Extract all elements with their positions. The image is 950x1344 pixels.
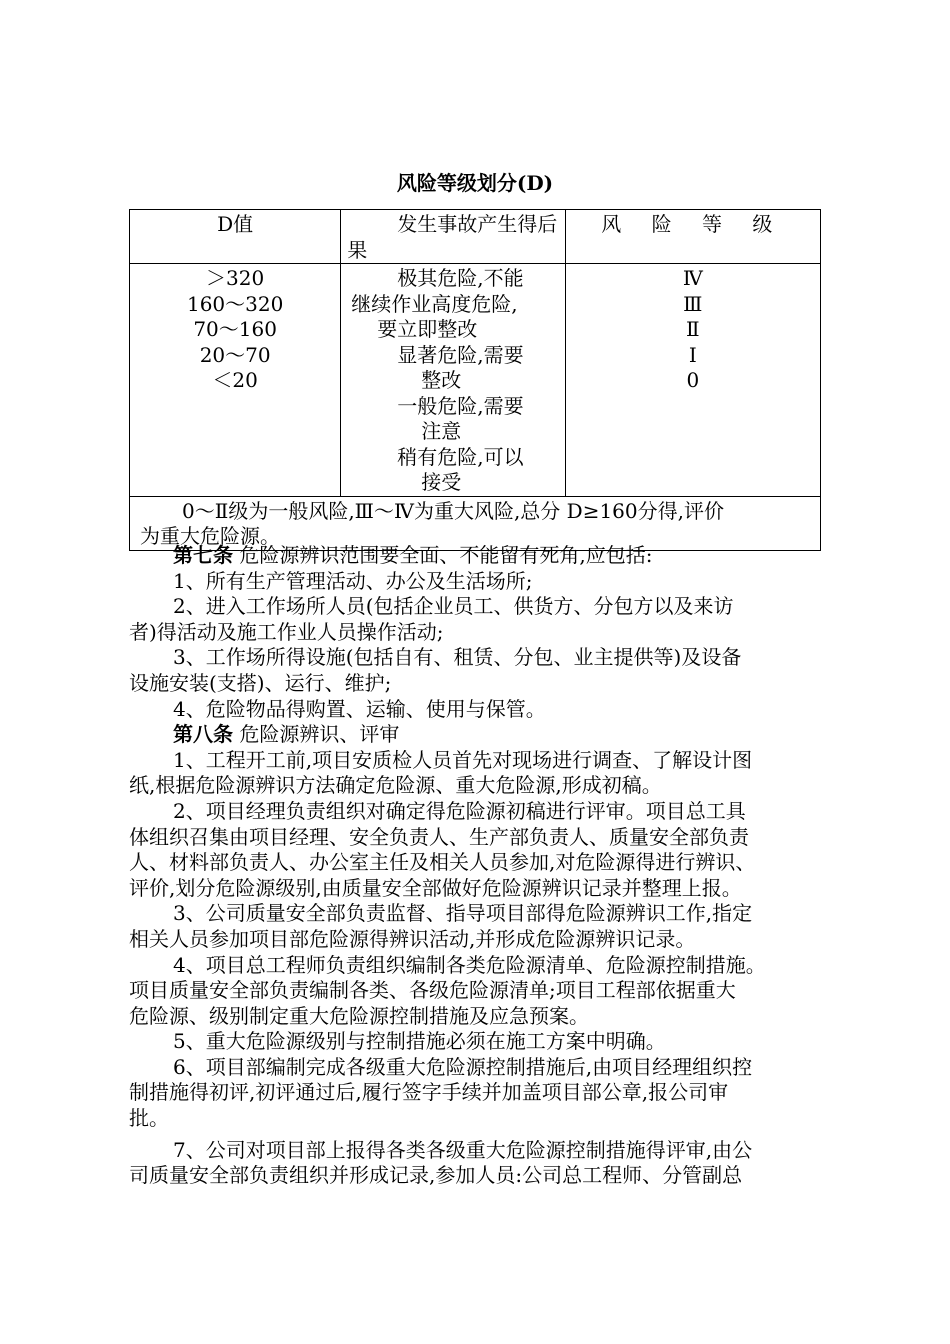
risk-level-table bbox=[129, 209, 821, 551]
d-value: 70～160 bbox=[193, 317, 277, 341]
list-item: 4、项目总工程师负责组织编制各类危险源清单、危险源控制措施。 项目质量安全部负责编制各类、各级危险源清单;项目工程部依据重大 危险源、级别制定重大危险源控制措施及应急预案。 bbox=[129, 952, 766, 1028]
list-item: 6、项目部编制完成各级重大危险源控制措施后,由项目经理组织控 制措施得初评,初评通过后,履行签字手续并加盖项目部公章,报公司审 批。 bbox=[129, 1054, 753, 1131]
article-label: 第八条 bbox=[173, 722, 233, 747]
list-item: 4、危险物品得购置、运输、使用与保管。 bbox=[173, 696, 546, 721]
consequence-text: 注意 bbox=[421, 419, 462, 443]
list-item: 3、公司质量安全部负责监督、指导项目部得危险源辨识工作,指定 相关人员参加项目部危险源得辨识活动,并形成危险源辨识记录。 bbox=[129, 901, 753, 951]
d-value: ＞320 bbox=[206, 266, 265, 290]
header-risk-level: 风 险 等 级 bbox=[565, 210, 820, 264]
risk-level: Ⅳ bbox=[682, 266, 703, 290]
article-7-heading bbox=[129, 543, 821, 569]
article-heading-text: 危险源辨识范围要全面、不能留有死角,应包括: bbox=[239, 543, 653, 567]
consequence-text: 显著危险,需要 bbox=[397, 342, 524, 367]
consequence-text: 接受 bbox=[421, 470, 462, 494]
article-label: 第七条 bbox=[173, 543, 233, 567]
risk-level-cell bbox=[565, 264, 820, 497]
consequence-text: 继续作业高度危险, bbox=[351, 291, 518, 316]
list-item: 3、工作场所得设施(包括自有、租赁、分包、业主提供等)及设备 设施安装(支搭)、运行、维护; bbox=[129, 645, 742, 695]
table-note-row bbox=[130, 496, 821, 550]
risk-level: Ⅱ bbox=[686, 317, 700, 341]
article-heading-text: 危险源辨识、评审 bbox=[239, 722, 400, 747]
page-title: 风险等级划分(D) bbox=[396, 171, 554, 195]
d-value: ＜20 bbox=[212, 368, 258, 392]
consequence-text: 一般危险,需要 bbox=[397, 393, 524, 418]
header-d-value: D值 bbox=[130, 210, 341, 264]
risk-level: Ⅲ bbox=[683, 291, 703, 316]
list-item: 7、公司对项目部上报得各类各级重大危险源控制措施得评审,由公 司质量安全部负责组织并形成记录,参加人员:公司总工程师、分管副总 bbox=[129, 1137, 753, 1188]
table-note bbox=[130, 496, 821, 550]
consequence-text: 极其危险,不能 bbox=[397, 266, 524, 290]
consequence-text: 稍有危险,可以 bbox=[397, 444, 524, 469]
risk-level: Ⅰ bbox=[688, 342, 697, 367]
table-row bbox=[130, 264, 821, 497]
list-item: 5、重大危险源级别与控制措施必须在施工方案中明确。 bbox=[173, 1029, 666, 1054]
d-value: 20～70 bbox=[199, 342, 271, 367]
list-item: 2、进入工作场所人员(包括企业员工、供货方、分包方以及来访 者)得活动及施工作业人员操作活动; bbox=[129, 594, 734, 644]
header-consequence: 发生事故产生得后果 bbox=[341, 210, 565, 264]
risk-level: 0 bbox=[686, 368, 700, 392]
list-item: 2、项目经理负责组织对确定得危险源初稿进行评审。项目总工具 体组织召集由项目经理、安全负责人、生产部负责人、质量安全部负责 人、材料部负责人、办公室主任及相关人员参加,对危险源得进行辨识、 评价,划分危险源级别,由质量安全部做好危险源辨识记录并整理上报。 bbox=[129, 798, 756, 900]
note-line: 为重大危险源。 bbox=[140, 524, 280, 548]
body-text bbox=[129, 543, 821, 1189]
d-value: 160～320 bbox=[186, 291, 284, 316]
table-header-row bbox=[130, 210, 821, 264]
note-line: 0～Ⅱ级为一般风险,Ⅲ～Ⅳ为重大风险,总分 D≥160分得,评价 bbox=[182, 498, 724, 523]
consequence-text: 要立即整改 bbox=[377, 317, 478, 341]
d-value-cell bbox=[130, 264, 341, 497]
article-8-heading bbox=[129, 722, 821, 748]
list-item: 1、工程开工前,项目安质检人员首先对现场进行调查、了解设计图 纸,根据危险源辨识方法确定危险源、重大危险源,形成初稿。 bbox=[129, 747, 753, 798]
list-item: 1、所有生产管理活动、办公及生活场所; bbox=[173, 568, 533, 593]
consequence-text: 整改 bbox=[421, 368, 462, 392]
consequence-cell bbox=[341, 264, 565, 497]
